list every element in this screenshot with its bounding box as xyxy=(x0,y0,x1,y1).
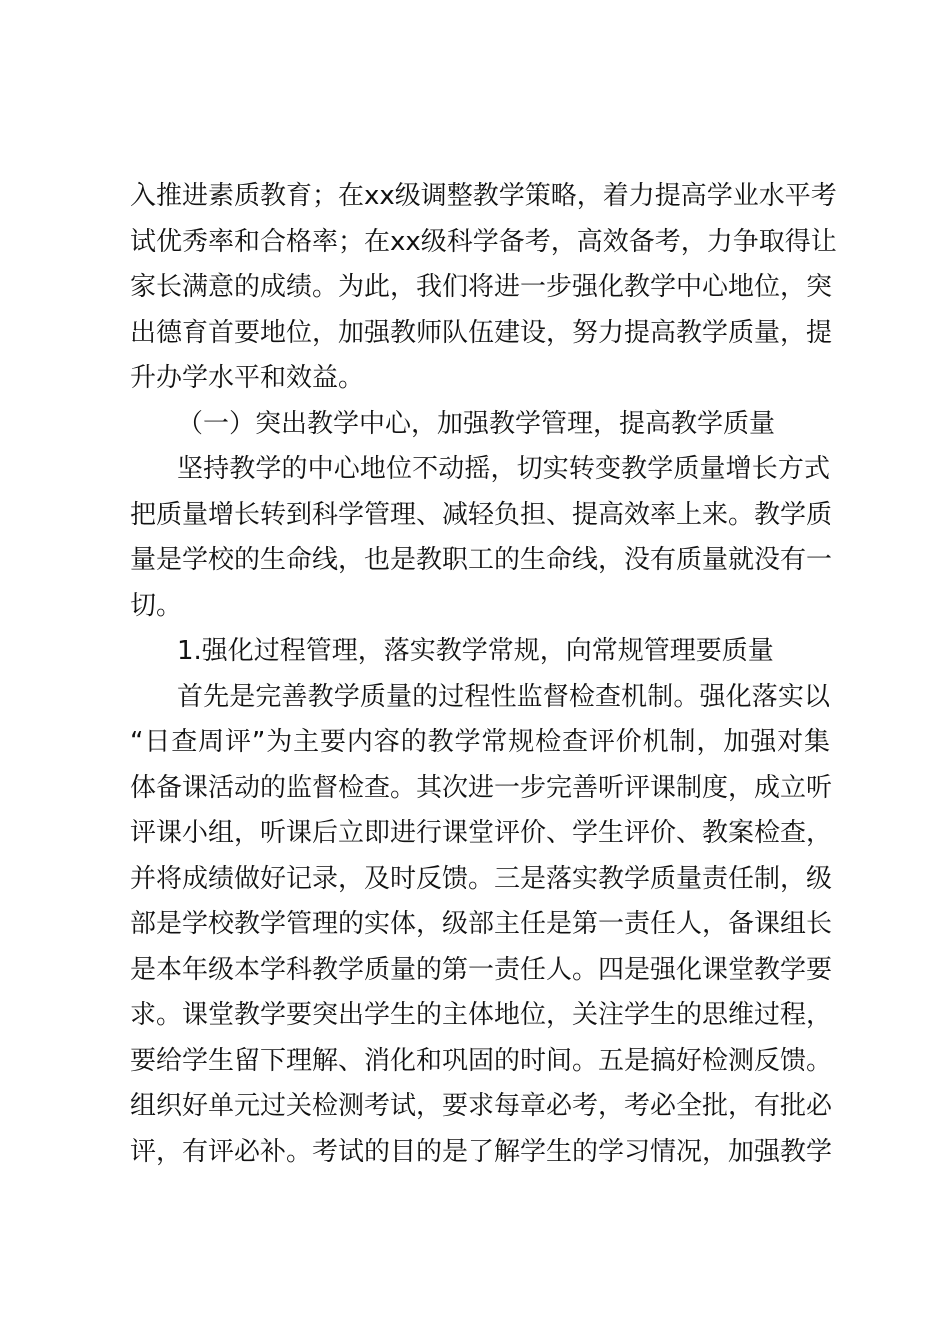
text-line: 评课小组，听课后立即进行课堂评价、学生评价、教案检查， xyxy=(130,818,833,848)
text-line: 量是学校的生命线，也是教职工的生命线，没有质量就没有一 xyxy=(130,545,833,575)
text-line: 出德育首要地位，加强教师队伍建设，努力提高教学质量，提 xyxy=(130,317,833,348)
text-line: 评，有评必补。考试的目的是了解学生的学习情况，加强教学 xyxy=(130,1136,833,1167)
text-line: 求。课堂教学要突出学生的主体地位，关注学生的思维过程， xyxy=(130,1000,833,1030)
text-line: 切。 xyxy=(130,590,183,621)
text-line: 要给学生留下理解、消化和巩固的时间。五是搞好检测反馈。 xyxy=(130,1045,833,1076)
text-line: 把质量增长转到科学管理、减轻负担、提高效率上来。教学质 xyxy=(130,499,833,530)
text-line: 首先是完善教学质量的过程性监督检查机制。强化落实以 xyxy=(177,681,830,712)
text-line: 并将成绩做好记录，及时反馈。三是落实教学质量责任制，级 xyxy=(130,863,833,894)
text-line: 家长满意的成绩。为此，我们将进一步强化教学中心地位，突 xyxy=(130,272,833,302)
text-line: 坚持教学的中心地位不动摇，切实转变教学质量增长方式 xyxy=(177,454,830,484)
body-text xyxy=(130,174,837,1175)
text-line: 体备课活动的监督检查。其次进一步完善听评课制度，成立听 xyxy=(130,772,833,803)
text-line: 组织好单元过关检测考试，要求每章必考，考必全批，有批必 xyxy=(130,1091,833,1121)
text-line: 部是学校教学管理的实体，级部主任是第一责任人，备课组长 xyxy=(130,909,833,939)
text-line: 升办学水平和效益。 xyxy=(130,363,365,393)
section-heading: （一）突出教学中心，加强教学管理，提高教学质量 xyxy=(177,408,776,439)
text-line: 入推进素质教育；在xx级调整教学策略，着力提高学业水平考 xyxy=(130,181,837,211)
text-line: 试优秀率和合格率；在xx级科学备考，高效备考，力争取得让 xyxy=(130,226,837,257)
subsection-heading: 1.强化过程管理，落实教学常规，向常规管理要质量 xyxy=(177,636,774,666)
text-line: 是本年级本学科教学质量的第一责任人。四是强化课堂教学要 xyxy=(130,954,833,985)
text-line: “日查周评”为主要内容的教学常规检查评价机制，加强对集 xyxy=(130,727,830,757)
